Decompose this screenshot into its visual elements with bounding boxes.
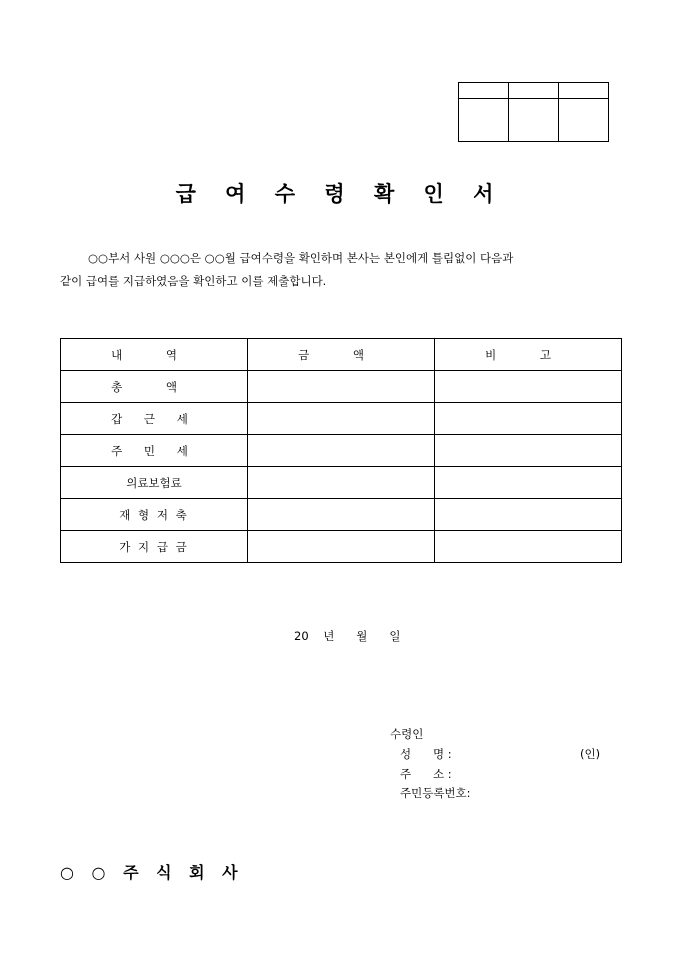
- row-label-income-tax: 갑 근 세: [61, 403, 248, 435]
- note-cell[interactable]: [435, 435, 622, 467]
- approval-header-cell: [459, 83, 509, 99]
- paragraph-line-1: ○○부서 사원 ○○○은 ○○월 급여수령을 확인하며 본사는 본인에게 틀림없이 다음과: [88, 251, 514, 265]
- table-row: [61, 371, 622, 403]
- approval-sign-cell: [559, 99, 609, 142]
- amount-cell[interactable]: [248, 403, 435, 435]
- note-cell[interactable]: [435, 371, 622, 403]
- row-label-savings: 재 형 저 축: [61, 499, 248, 531]
- address-label: 주 소 :: [400, 767, 452, 781]
- row-label-advance-payment: 가 지 급 금: [61, 531, 248, 563]
- row-label-health-insurance: 의료보험료: [61, 467, 248, 499]
- approval-box: [458, 82, 609, 142]
- table-row: [61, 403, 622, 435]
- note-cell[interactable]: [435, 499, 622, 531]
- receiver-heading: 수령인: [390, 727, 424, 741]
- amount-cell[interactable]: [248, 467, 435, 499]
- table-row: [61, 467, 622, 499]
- amount-cell[interactable]: [248, 499, 435, 531]
- table-header-row: [61, 339, 622, 371]
- seal-mark: (인): [580, 747, 601, 761]
- approval-header-cell: [559, 83, 609, 99]
- paragraph-line-2: 같이 급여를 지급하였음을 확인하고 이를 제출합니다.: [60, 274, 327, 288]
- row-label-total: 총 액: [61, 371, 248, 403]
- approval-header-cell: [509, 83, 559, 99]
- company-name: ○ ○ 주 식 회 사: [60, 863, 244, 882]
- approval-sign-cell: [509, 99, 559, 142]
- date-line: 20 년 월 일: [294, 629, 401, 643]
- note-cell[interactable]: [435, 403, 622, 435]
- header-note: 비 고: [435, 339, 622, 371]
- salary-table: [60, 338, 622, 563]
- document-title: 급 여 수 령 확 인 서: [175, 182, 505, 206]
- header-amount: 금 액: [248, 339, 435, 371]
- note-cell[interactable]: [435, 467, 622, 499]
- amount-cell[interactable]: [248, 435, 435, 467]
- table-row: [61, 435, 622, 467]
- note-cell[interactable]: [435, 531, 622, 563]
- table-row: [61, 531, 622, 563]
- amount-cell[interactable]: [248, 531, 435, 563]
- resident-id-label: 주민등록번호:: [400, 786, 471, 800]
- table-row: [61, 499, 622, 531]
- row-label-resident-tax: 주 민 세: [61, 435, 248, 467]
- approval-sign-cell: [459, 99, 509, 142]
- body-paragraph: [60, 247, 620, 293]
- name-label: 성 명 :: [400, 747, 452, 761]
- amount-cell[interactable]: [248, 371, 435, 403]
- header-item: 내 역: [61, 339, 248, 371]
